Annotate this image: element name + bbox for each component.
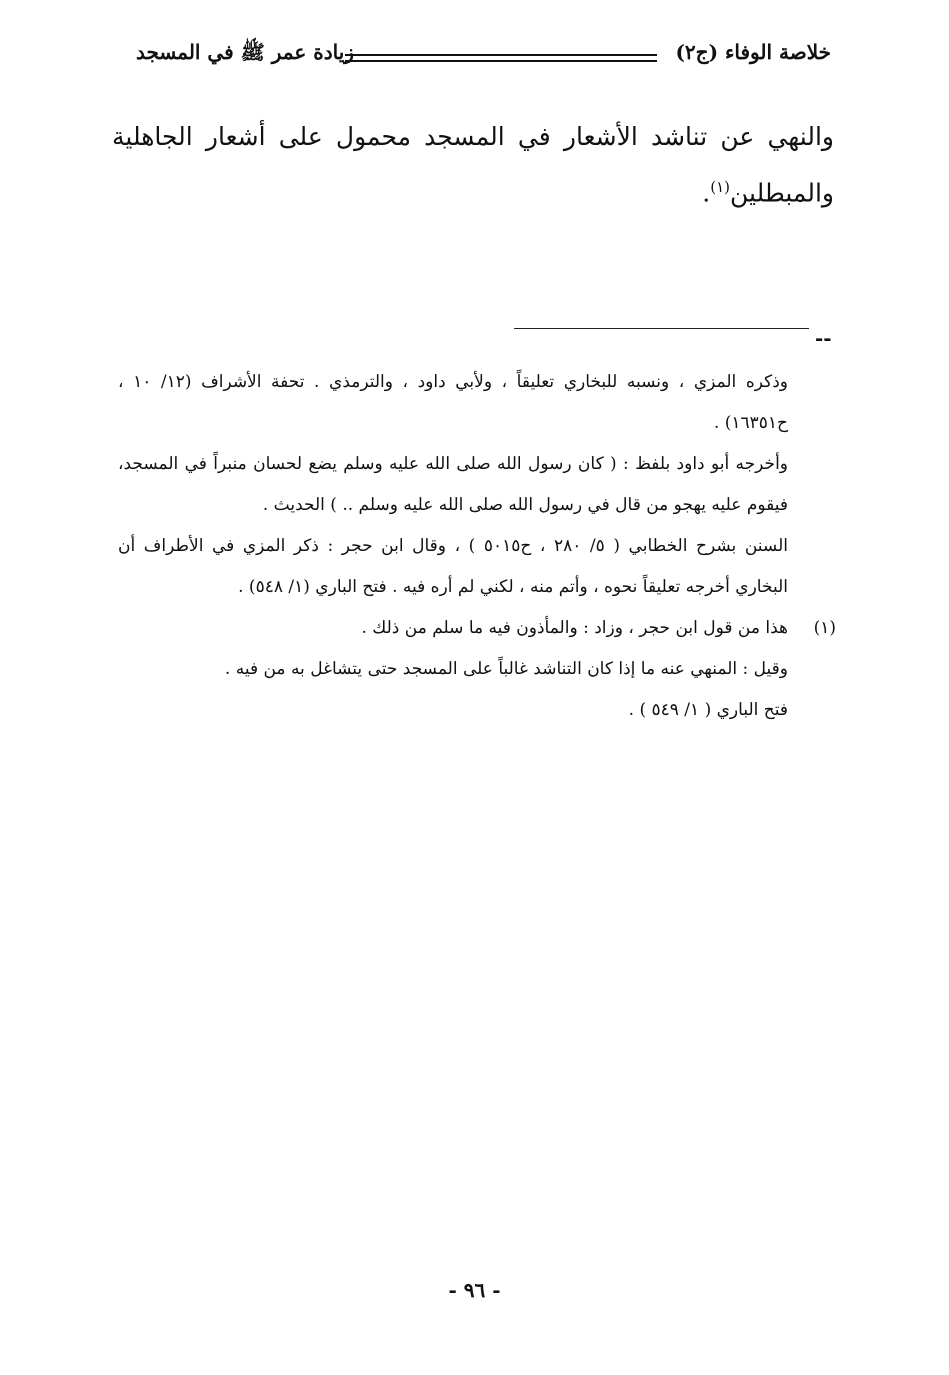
footnotes-section [118,362,836,731]
running-header-section-title: زيادة عمر ﷺ في المسجد [136,40,354,64]
footnote-continued-paragraph: وأخرجه أبو داود بلفظ : ( كان رسول الله صلى الله عليه وسلم يضع لحسان منبراً في المسجد، فيقوم عليه يهجو من قال في رسول الله صلى الله عليه وسلم .. ) الحديث . [118,454,788,515]
main-paragraph [112,112,834,218]
footnote-line: فتح الباري ( ١/ ٥٤٩ ) . [628,700,788,720]
footnote-number: (١) [813,618,836,638]
footnote-1 [118,608,836,731]
footnote-line: وقيل : المنهي عنه ما إذا كان التناشد غالباً على المسجد حتى يتشاغل به من فيه . [224,659,788,679]
footnote-separator [514,328,809,329]
footnote-continued-paragraph: وذكره المزي ، ونسبه للبخاري تعليقاً ، ولأبي داود ، والترمذي . تحفة الأشراف (١٢/ ١٠ ، ح١٦٣٥١) . [118,372,788,433]
main-paragraph-text: والنهي عن تناشد الأشعار في المسجد محمول على أشعار الجاهلية والمبطلين [112,122,834,208]
paragraph-end-mark: . [702,178,711,208]
header-rule [345,54,657,56]
footnote-reference: (١) [710,178,730,196]
footnote-body [118,608,788,731]
footnote-continued-paragraph: السنن بشرح الخطابي ( ٥/ ٢٨٠ ، ح٥٠١٥ ) ، وقال ابن حجر : ذكر المزي في الأطراف أن البخاري أخرجه تعليقاً نحوه ، وأتم منه ، لكني لم أره فيه . فتح الباري (١/ ٥٤٨) . [118,536,788,597]
running-header-book-title: خلاصة الوفاء (ج٢) [675,40,831,64]
page-number: - ٩٦ - [448,1278,501,1302]
header-rule [345,60,657,62]
footnote-line: هذا من قول ابن حجر ، وزاد : والمأذون فيه ما سلم من ذلك . [361,618,788,638]
footnote-separator-mark: -- [815,326,832,350]
